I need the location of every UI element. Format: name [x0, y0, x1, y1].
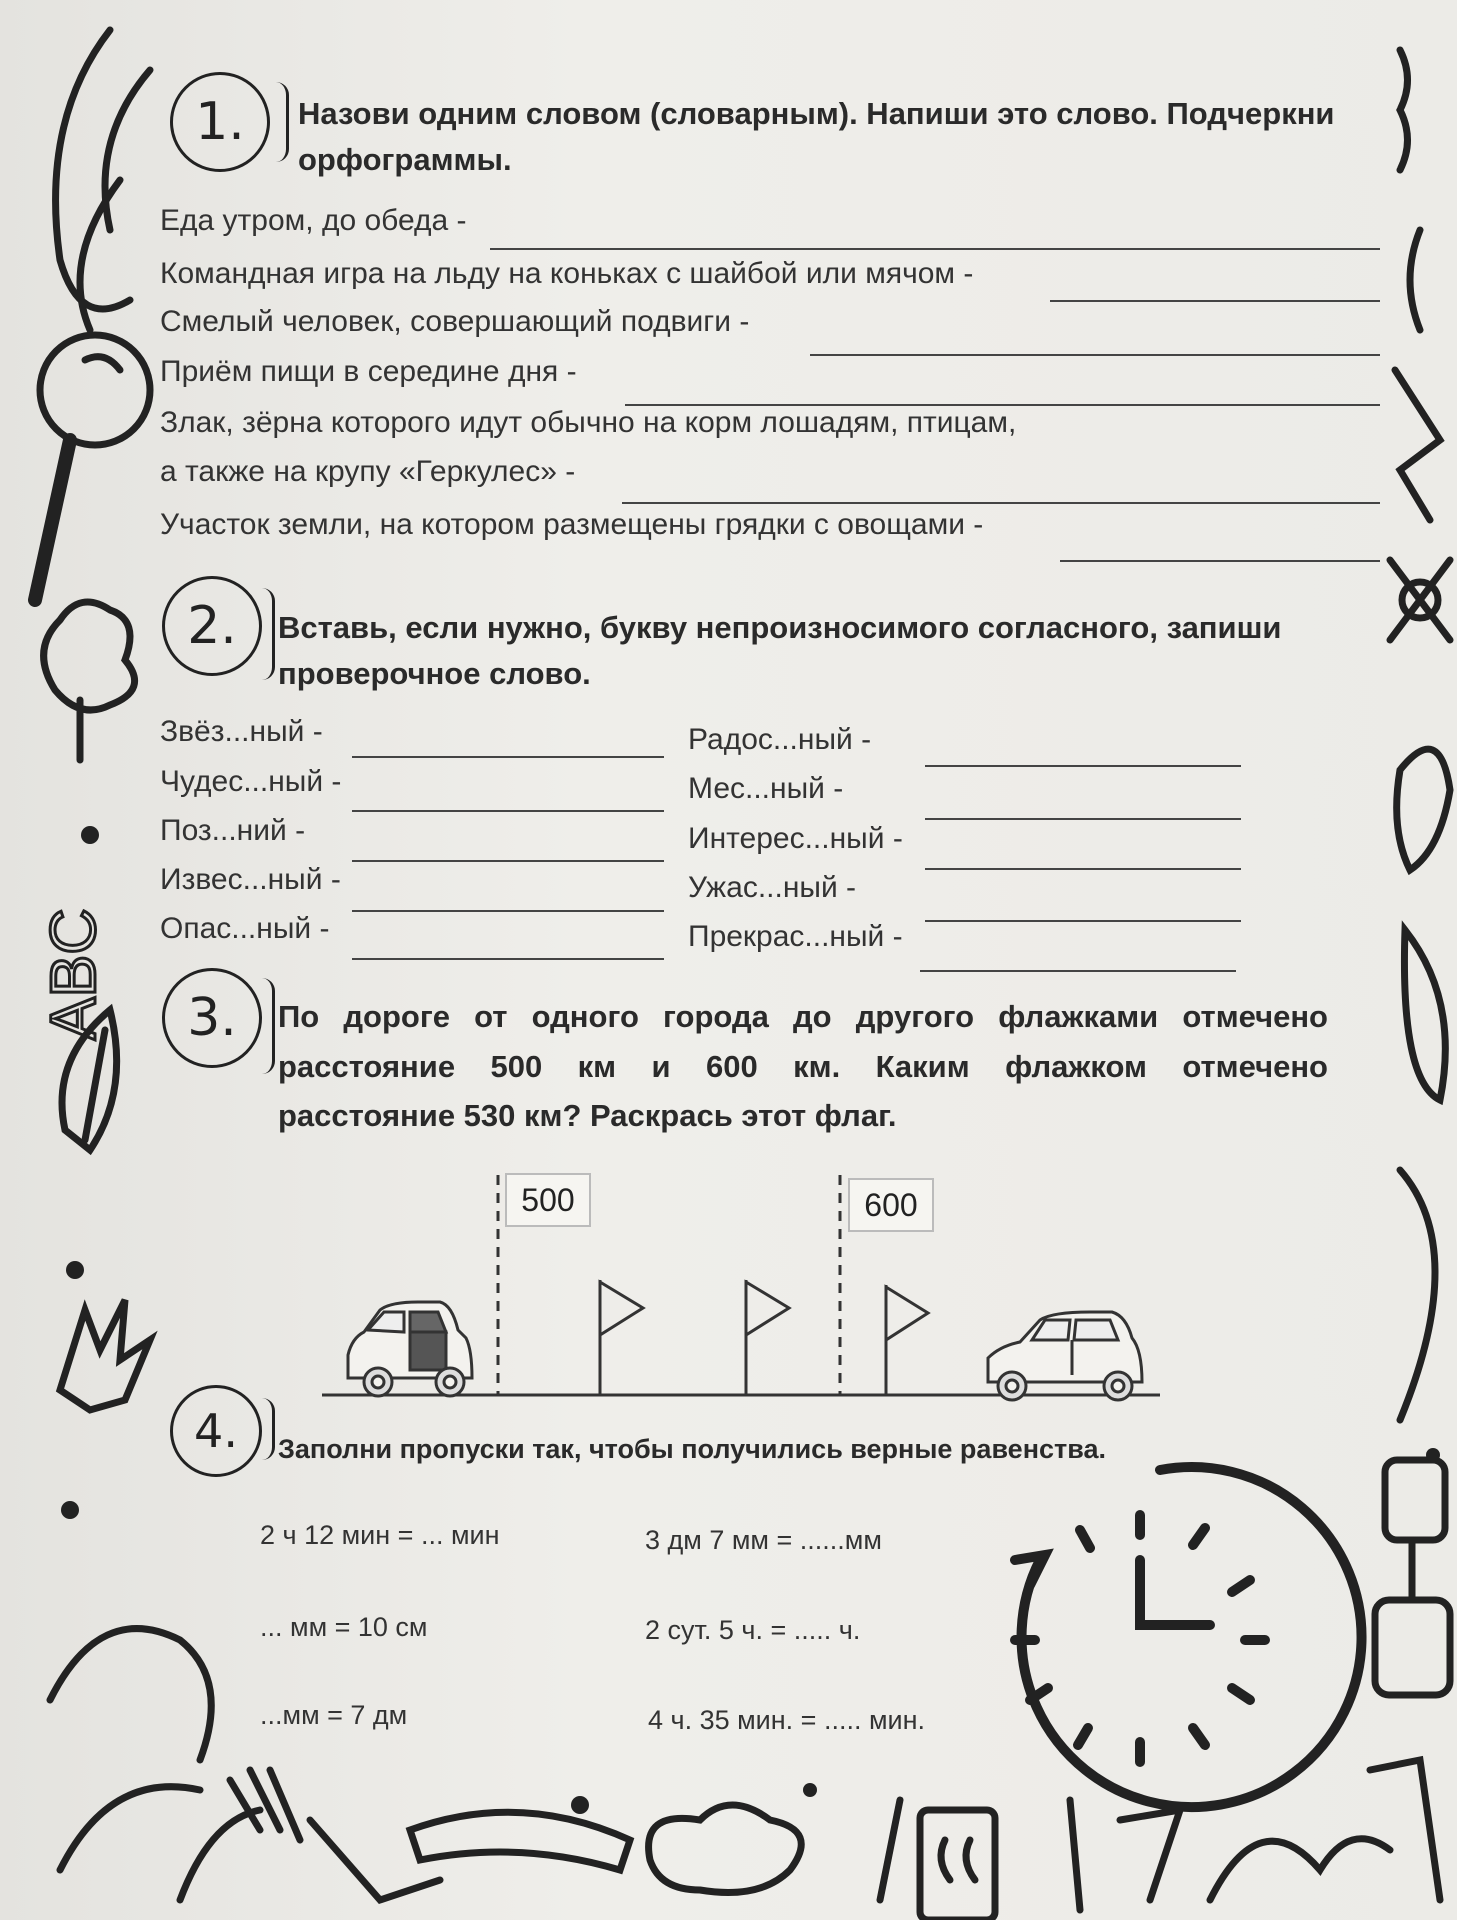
- task-3-title-line-2: расстояние 500 км и 600 км. Каким флажком отмечено: [278, 1049, 1328, 1084]
- answer-line[interactable]: [352, 756, 664, 758]
- task-1-item: Смелый человек, совершающий подвиги -: [160, 305, 750, 338]
- answer-line[interactable]: [1060, 560, 1380, 562]
- answer-line[interactable]: [352, 810, 664, 812]
- task-1-number: 1.: [170, 72, 270, 172]
- answer-line[interactable]: [925, 868, 1241, 870]
- distance-sign-600: 600: [848, 1178, 934, 1232]
- task-3-title-line-1: По дороге от одного города до другого флажками отмечено: [278, 999, 1328, 1034]
- answer-line[interactable]: [925, 920, 1241, 922]
- task-1-item: Участок земли, на котором размещены грядки с овощами -: [160, 508, 984, 541]
- task-1-item: а также на крупу «Геркулес» -: [160, 455, 576, 488]
- task-3-title-line-3: расстояние 530 км? Раскрась этот флаг.: [278, 1098, 897, 1133]
- answer-line[interactable]: [352, 860, 664, 862]
- equation-right-2: 2 сут. 5 ч. = ..... ч.: [645, 1615, 861, 1645]
- task-2-number: 2.: [162, 576, 262, 676]
- task-2-left-word: Поз...ний -: [160, 814, 306, 847]
- equation-right-1: 3 дм 7 мм = ......мм: [645, 1525, 882, 1555]
- task-1-item: Злак, зёрна которого идут обычно на корм лошадям, птицам,: [160, 406, 1017, 439]
- answer-line[interactable]: [352, 910, 664, 912]
- task-2-right-word: Ужас...ный -: [688, 871, 857, 904]
- task-3-bracket: [262, 978, 275, 1074]
- answer-line[interactable]: [622, 502, 1380, 504]
- answer-line[interactable]: [925, 765, 1241, 767]
- task-4-bracket: [262, 1398, 275, 1460]
- flag-1[interactable]: [600, 1280, 643, 1395]
- task-4-title: Заполни пропуски так, чтобы получились верные равенства.: [278, 1434, 1107, 1464]
- equation-right-3: 4 ч. 35 мин. = ..... мин.: [648, 1705, 926, 1735]
- task-1-title-line-1: Назови одним словом (словарным). Напиши это слово. Подчеркни: [298, 96, 1335, 131]
- car-right: [988, 1312, 1142, 1400]
- task-2-right-word: Интерес...ный -: [688, 822, 903, 855]
- task-1-item: Приём пищи в середине дня -: [160, 355, 577, 388]
- answer-line[interactable]: [810, 354, 1380, 356]
- task-4-number: 4.: [170, 1385, 262, 1477]
- task-1-item: Еда утром, до обеда -: [160, 204, 467, 237]
- task-2-right-word: Мес...ный -: [688, 772, 844, 805]
- flag-3[interactable]: [886, 1285, 928, 1395]
- answer-line[interactable]: [1050, 300, 1380, 302]
- task-2-right-word: Радос...ный -: [688, 723, 872, 756]
- equation-left-1: 2 ч 12 мин = ... мин: [260, 1520, 500, 1550]
- answer-line[interactable]: [925, 818, 1241, 820]
- road-illustration: [300, 1160, 1180, 1410]
- task-1-item: Командная игра на льду на коньках с шайбой или мячом -: [160, 257, 974, 290]
- task-2-bracket: [262, 588, 275, 680]
- task-2-left-word: Опас...ный -: [160, 912, 330, 945]
- answer-line[interactable]: [920, 970, 1236, 972]
- task-2-left-word: Звёз...ный -: [160, 715, 323, 748]
- answer-line[interactable]: [490, 248, 1380, 250]
- answer-line[interactable]: [352, 958, 664, 960]
- task-2-left-word: Извес...ный -: [160, 863, 341, 896]
- task-3-number: 3.: [162, 968, 262, 1068]
- task-2-title-line-2: проверочное слово.: [278, 656, 591, 691]
- flag-2[interactable]: [746, 1280, 789, 1395]
- equation-left-2: ... мм = 10 см: [260, 1612, 428, 1642]
- task-2-title-line-1: Вставь, если нужно, букву непроизносимого согласного, запиши: [278, 610, 1282, 645]
- task-2-left-word: Чудес...ный -: [160, 765, 342, 798]
- equation-left-3: ...мм = 7 дм: [260, 1700, 408, 1730]
- task-2-right-word: Прекрас...ный -: [688, 920, 903, 953]
- distance-sign-500: 500: [505, 1173, 591, 1227]
- task-1-bracket: [276, 82, 289, 162]
- margin-abc-text: ABC: [37, 908, 109, 1040]
- car-left: [348, 1302, 472, 1396]
- task-1-title-line-2: орфограммы.: [298, 142, 512, 177]
